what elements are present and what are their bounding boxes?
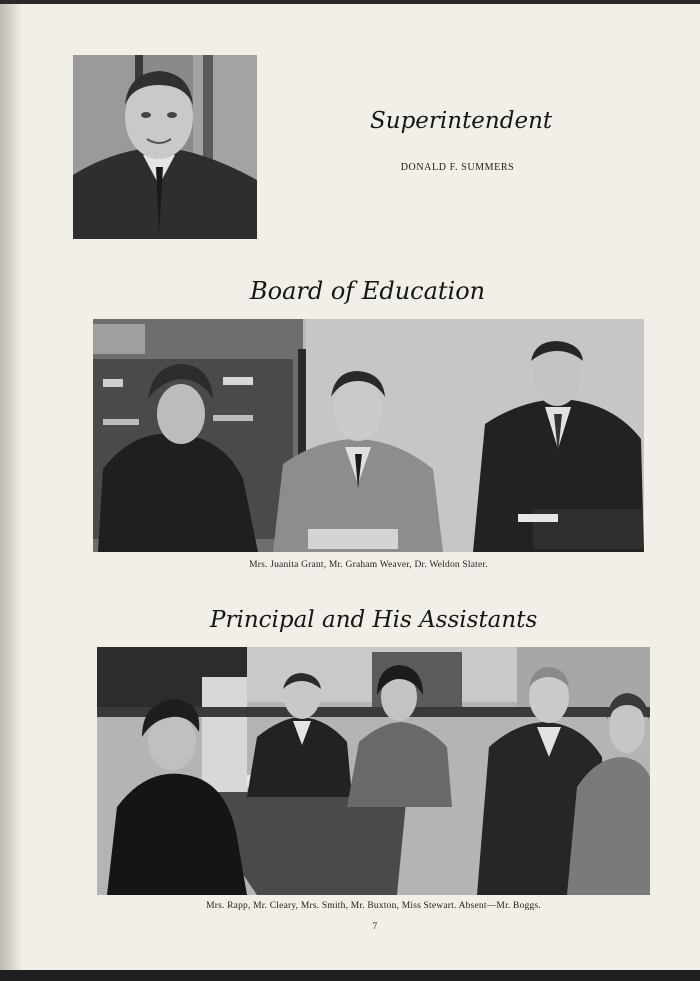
board-caption: Mrs. Juanita Grant, Mr. Graham Weaver, Dr. Weldon Slater. — [249, 560, 488, 570]
principal-caption: Mrs. Rapp, Mr. Cleary, Mrs. Smith, Mr. Buxton, Miss Stewart. Absent—Mr. Boggs. — [206, 901, 541, 911]
yearbook-page — [0, 4, 700, 970]
principal-photo — [97, 647, 650, 895]
principal-heading: Principal and His Assistants — [210, 607, 538, 633]
board-heading: Board of Education — [250, 277, 486, 305]
superintendent-name: DONALD F. SUMMERS — [400, 162, 515, 173]
page-bottom-edge — [0, 970, 700, 981]
superintendent-photo — [73, 55, 257, 239]
page-number: 7 — [372, 922, 378, 932]
board-photo — [93, 319, 644, 552]
superintendent-heading: Superintendent — [370, 108, 553, 134]
binding-gutter — [0, 4, 22, 970]
